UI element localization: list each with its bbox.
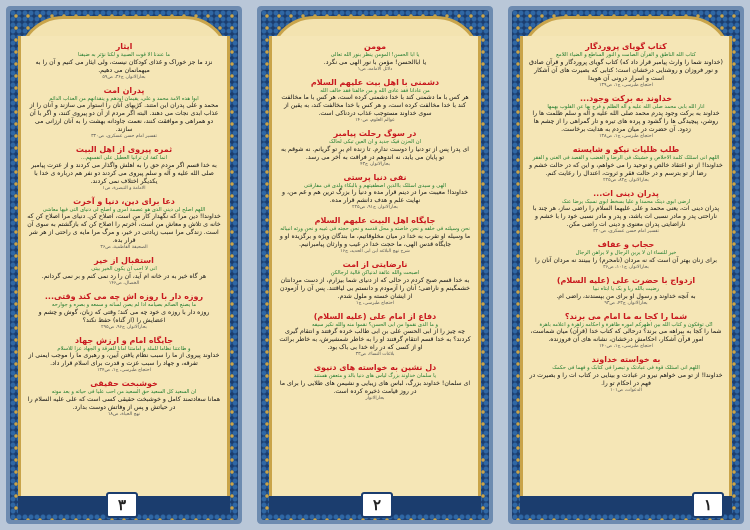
- section-title: نفی دنیا پرستی: [343, 172, 407, 182]
- source-reference: بحارالانوار، ج۹۱، ص۲۲۵: [352, 205, 398, 211]
- arabic-quote: خیر للنساء ان لا یرین الرجال و لا یراهن الرجال: [575, 250, 677, 257]
- arabic-quote: من عادانا فقد عادی الله و من خالفنا فقد خالف الله: [320, 87, 430, 94]
- section-title: ثمره پیروی از اهل البیت: [75, 145, 173, 155]
- source-reference: بحارالانوار: [365, 395, 385, 401]
- source-reference: نهج الحیاة، ص۱۸: [107, 411, 141, 417]
- source-reference: بحارالانوار، ج۱۰۱، ص۳۶: [603, 264, 649, 270]
- arabic-quote: انار الله بابی محمد صلی الله علیه و آله الظلم و فرج بها عن القلوب بهمها: [547, 103, 705, 110]
- section-title: دل نشین به خواسته های دنیوی: [313, 363, 437, 373]
- source-reference: بحارالانوار، ج۹۶، ص۲۹۵: [101, 324, 147, 330]
- hadith-section: [278, 129, 472, 168]
- persian-translation: نزد ما جز خوراک و غذای کودکان نیست، ولی ایثار می کنیم و آن را به میهمانمان می دهیم.: [35, 58, 213, 74]
- section-title: به خواسته خداوند: [591, 355, 661, 365]
- section-title: جایگاه امام و ارزش جهاد: [75, 335, 173, 345]
- persian-translation: خداوندا! دین مرا که نگهدار کار من است، اصلاح کن. دنیای مرا اصلاح کن که خانه ی تلاش و معاش من است، آخرتم را اصلاح کن که بازگشتم به سوی آن است. زندگی مرا سبب زیادتی در خیر، و مرگ مرا مایه ی راحتی از هر شر قرار بده.: [27, 213, 221, 245]
- section-title: کتاب گویای پروردگار: [585, 42, 667, 51]
- source-reference: بحارالانوار، ج۴۳، ص۹۳: [604, 300, 648, 306]
- hadith-section: [278, 216, 472, 255]
- source-reference: عوالم العلوم، ص۱۴۰: [355, 118, 395, 124]
- hadith-section: [529, 145, 723, 184]
- section-title: استقبال از خیر: [94, 256, 154, 266]
- source-reference: احتجاج طبرسی، ج۱: [356, 300, 394, 306]
- arabic-quote: ان الحزن فیک جدید و ان العین تبکی لحالک: [329, 139, 421, 146]
- persian-translation: خداوند به برکت وجود پدرم محمد صلی الله علیه و آله و سلم ظلمت ها را روشن، پیچیدگی ها را گشود و پرده های تیره و تار گمراهی را از چشم ها زدود. آن حضرت در میان مردم به هدایت برخاست.: [532, 110, 720, 134]
- hadith-section: [529, 312, 723, 351]
- arabic-quote: اصبحت والله عائفة لدنیاکن قالیة لرجالکن: [330, 269, 420, 276]
- hadith-section: [278, 363, 472, 402]
- panel-content: [520, 36, 732, 498]
- source-reference: تفسیر امام حسن عسکری، ص۳۳۰: [593, 229, 659, 235]
- arabic-quote: و طاعتنا نظاما للملة و امامتنا امانا للفرقة و الجهاد عزا للاسلام: [57, 345, 191, 352]
- section-title: دفاع از امام علی (علیه السلام): [313, 311, 437, 321]
- hadith-section: [27, 292, 221, 331]
- hadith-section: [278, 78, 472, 125]
- arabic-quote: نحن وسیلته فی خلقه و نحن خاصته و محل قدسه و نحن حجته فی غیبه و نحن ورثه انبیائه: [280, 226, 470, 233]
- section-title: پدران امت: [103, 85, 145, 95]
- hadith-section: [529, 240, 723, 271]
- persian-translation: برای زنان بهتر آن است که نه مردان (نامحرم) را ببینند نه مردان آنان را: [534, 256, 718, 264]
- hadith-section: [529, 276, 723, 307]
- arabic-quote: اللهم انی اسئلک کلمة الاخلاص و خشیتک فی الرضا و الغضب و القصد فی الغنی و الفقر: [532, 155, 720, 162]
- source-reference: احتجاج طبرسی، ج۱، ص۱۳۴: [97, 368, 151, 374]
- persian-translation: هر گاه خیر به در خانه ام آید، آن را رد نمی کنم و بر نمی گردانم.: [41, 272, 207, 280]
- source-reference: احتجاج طبرسی، ج۱، ص۱۳۹: [599, 82, 653, 88]
- page-number: ٢: [361, 492, 393, 518]
- section-title: شما را کجا به ما امام می برند؟: [564, 311, 688, 321]
- persian-translation: خداوند پیروی از ما را سبب نظام یافتن آیین، و رهبری ما را موجب ایمنی از تفرقه، و جهاد را سبب عزت و قدرت برای اسلام قرار داد.: [28, 352, 220, 368]
- persian-translation: ای پدرا پس از تو دنیا را دوست ندارم. تا زنده ام بر تو گریانم. نه شوقم به تو پایان می یابد، نه اندوهم در فراقت به آخر می رسد.: [280, 145, 470, 161]
- panel-content: [269, 36, 481, 498]
- section-title: دعا برای دین، دنیا و آخرت: [73, 196, 175, 206]
- persian-translation: هر کس با ما دشمنی کند با خدا دشمنی کرده است، هر کس با ما مخالفت کند با خدا مخالفت کرده است، و هر کس با خدا مخالفت کند، به یقین از سوی خداوند مستوجب عذاب دردناکی است.: [281, 94, 469, 118]
- section-title: حجاب و عفاف: [597, 240, 655, 250]
- hadith-section: [278, 173, 472, 212]
- persian-translation: محمد و علی پدران این امتند. کژیهای آنان را استوار می سازند و آنان را از عذاب ابدی نجات می دهند. البته اگر مردم از آن دو پیروی کنند، و اگر با آن دو همراهی و موافقت کنند، نعمت جاودانه بهشت را به آنان ارزانی می سازند.: [29, 102, 219, 134]
- panel-page-3: [6, 6, 242, 524]
- section-title: دشمنی با اهل بیت علیهم السلام: [310, 77, 440, 87]
- hadith-section: [529, 189, 723, 236]
- persian-translation: پدران دینی ات، یعنی محمد و علی علیهما السلام را راضی ساز، هر چند با ناراحتی پدر و مادر نسبی ات باشد، و پدر و مادر نسبی خود را با خشم و ناراضایتی پدران معنوی و دینی ات راضی مکن.: [532, 205, 720, 229]
- hadith-section: [27, 256, 221, 287]
- source-reference: بحارالانوار، ج۳۶، ص۵۹: [102, 74, 146, 80]
- arabic-quote: انّی توفکون و کتاب الله بین اظهرکم اموره ظاهرة و احکامه زاهرة و اعلامه باهرة: [539, 321, 713, 328]
- hadith-section: [529, 42, 723, 89]
- arabic-quote: کتاب الله الناطق و القرآن الصامت و النور الساطع و الضیاء اللامع: [556, 52, 696, 58]
- persian-translation: به خدا قسم صبح کردم در حالی که از دنیای شما بیزارم، از دست مردانتان خشمگینم و ناراضی؛ آنان را آزمودم و دانستم بی لیاقتند. پس آن را آزمودن از ایشان خسته و ملول شدم.: [279, 276, 471, 300]
- source-reference: الخصال، ص۱۴۶: [108, 280, 140, 286]
- source-reference: الدعوات، ص۱۰۱: [610, 387, 642, 393]
- arabic-quote: و ما الذی نقموا من ابی الحسن؟ نقموا منه والله نکیر سیفه: [311, 321, 439, 328]
- persian-translation: شما را کجا به بیراهه می برند؟ درحالی که کتاب خدا (قرآن) میان شماست، امور قرآن آشکار، احکامش درخشان، نشانه های آن فروزنده.: [530, 328, 722, 344]
- hadith-section: [278, 312, 472, 359]
- hadith-section: [27, 86, 221, 141]
- arabic-quote: ان السعید کل السعید حق السعید من احب علیا فی حیاته و بعد موته: [51, 389, 197, 396]
- section-title: جایگاه اهل البیت علیهم السلام: [314, 216, 436, 226]
- hadith-section: [27, 42, 221, 81]
- persian-translation: چه چیز را از ابی الحسن علی بن ابی طالب خرده گرفتند و انتقام گیری کردند؟ به خدا قسم انتقام گرفتند او را به خاطر شمشیرش، به خاطر برائت او از کسی که در راه خدا بی باک بود.: [279, 328, 471, 352]
- persian-translation: خداوندا! معیبت مرا در دینم قرار مده و دنیا را بزرگ ترین هم و غم من، و نهایت علم و هدف دانشم قرار مده.: [282, 189, 468, 205]
- panel-page-2: [257, 6, 493, 524]
- section-title: روزه دار با روزه اش چه می کند وقتی...: [44, 291, 204, 301]
- arabic-quote: الهی و سیدی اسئلک باالذین اصطفیتهم و بالبکاء ولدی فی مفارقتی: [303, 182, 447, 189]
- hadith-section: [529, 355, 723, 394]
- section-title: ایثار: [115, 42, 133, 51]
- persian-translation: (خداوند شما را وارث پیامبر قرار داد که) کتاب گویای پروردگار و قرآن صادق و نور فروزان و روشنایی درخشان است؛ کتابی که بصیرت های آن آشکار است و اسرار درونی آن هویدا: [529, 58, 723, 82]
- page-number: ١: [692, 492, 724, 518]
- source-reference: بحارالانوار، ج۸۳، ص۲۲۵: [603, 177, 649, 183]
- panel-page-1: [508, 6, 744, 524]
- panel-content: [18, 36, 230, 498]
- persian-translation: خداوندا! از تو اعتقاد خالص و توحید را می خواهم، و این که در حالت خشم و رضا از تو بترسم و در حالت فقر و ثروت، اعتدال را رعایت کنم.: [529, 161, 723, 177]
- arabic-quote: ما عندنا الا قوت الصبیة و لکنا نؤثر به ضیفنا: [78, 52, 170, 58]
- source-reference: بلاغات النساء، ص۳۳: [355, 352, 395, 358]
- source-reference: الصحیفة الفاطمیة، ص۳۶: [100, 245, 148, 251]
- arabic-quote: انما کفة ان ترانیا العطیل علی انفسهم...: [80, 155, 168, 162]
- section-title: مومن: [363, 42, 387, 51]
- persian-translation: روزه دار با روزه ی خود چه می کند؛ وقتی که زبان، گوش و چشم و اعضایش را (از گناه) حفظ نکند؟: [38, 308, 210, 324]
- arabic-quote: ارضی ابوی دینک محمدا و علیا بسخط ابوی نسبک یرضا عنک: [561, 198, 691, 205]
- section-title: در سوگ رحلت پیامبر: [333, 129, 417, 139]
- persian-translation: به خدا قسم اگر مردم حق را به اهلش واگذار می کردند و از عترت پیامبر صلی الله علیه و آله و سلم پیروی می کردند دو نفر هم درباره ی خدا با یکدیگر اختلاف نمی کردند.: [31, 161, 217, 185]
- persian-translation: به آنچه خداوند و رسول او برای من بپسندند، راضی ام.: [556, 292, 696, 300]
- source-reference: الامامة و التبصرة، ص۱: [102, 185, 146, 191]
- arabic-quote: ما یصنع الصائم بصیامه اذا لم یصن لسانه و سمعه و بصره و جوارحه: [51, 301, 197, 308]
- hadith-section: [27, 336, 221, 375]
- page-number: ٣: [106, 492, 138, 518]
- persian-translation: یا اباالحسن! مؤمن با نور الهی می نگرد.: [323, 58, 427, 66]
- persian-translation: ای سلمان! خداوند بزرگ، لباس های زیبایی و نشیمن های طلایی را برای ما در روز قیامت ذخیره کرده است.: [279, 379, 471, 395]
- hadith-section: [278, 260, 472, 307]
- section-title: خوشبخت حقیقی: [90, 379, 158, 389]
- arabic-quote: اللهم اصلح لی دینی الذی هو عصمة امری و اصلح لی دنیای التی فیها معاشی: [42, 206, 206, 213]
- source-reference: بحارالانوار، ج۴۳: [360, 161, 390, 167]
- persian-translation: ما وسیله او تقرب به خدا در میان مخلوقاتیم، ما بندگان ویژه و برگزیده او و جایگاه قدس الهی، ما حجت خدا در غیب و وارثان پیامبرانیم.: [279, 232, 471, 248]
- source-reference: تفسیر امام حسن عسکری، ص۳۳۰: [91, 134, 157, 140]
- source-reference: دلائل الامامه، ص۱: [357, 66, 393, 72]
- section-title: پدران دینی ات...: [593, 188, 659, 198]
- arabic-quote: رضیت بالله ربا و بک یا ابتاه نبیا: [592, 285, 660, 292]
- arabic-quote: یا ابا الحسن! المومن ینظر بنور الله تعالی: [330, 52, 420, 58]
- source-reference: شرح نهج البلاغه ابن ابی الحدید، ج۱۶: [340, 248, 410, 254]
- persian-translation: همانا سعادتمند کامل و خوشبخت حقیقی کسی است که علی علیه السلام را در حیاتش و پس از وفاتش دوست بدارد.: [27, 395, 221, 411]
- hadith-section: [529, 94, 723, 141]
- section-title: طلب ظلیات نیکو و شایسته: [572, 145, 680, 155]
- hadith-section: [27, 379, 221, 418]
- arabic-quote: انی لا احب ان یکون الخیر بیتی: [91, 266, 157, 273]
- arabic-quote: ابوا هذه الامة محمد و علی، یقیمان اودهم و ینقذانهم من العذاب الدائم: [49, 95, 199, 102]
- section-title: ازدواج با حضرت علی (علیه السلام): [556, 275, 696, 285]
- section-title: خداوند به برکت وجود...: [579, 93, 672, 103]
- arabic-quote: اللهم انی اسئلک قوة فی عبادتک و تبصرا فی کتابک و فهما فی حکمک: [552, 365, 700, 372]
- hadith-section: [278, 42, 472, 73]
- source-reference: احتجاج طبرسی، ج۱، ص۱۳۸: [599, 134, 653, 140]
- section-title: نارضایتی از امت: [342, 259, 408, 269]
- arabic-quote: یا سلمان خداوند بزرگ لیاس های دنیا بالذ و متعفن هستند: [313, 373, 437, 380]
- hadith-section: [27, 197, 221, 252]
- hadith-section: [27, 145, 221, 192]
- source-reference: احتجاج طبرسی، ج۱، ص۱۴۰: [599, 344, 653, 350]
- persian-translation: خداوندا! از تو می خواهم نیرو در عبادت و بینایی در کتاب ات را و بصیرت در فهم در احکام تو را.: [529, 371, 723, 387]
